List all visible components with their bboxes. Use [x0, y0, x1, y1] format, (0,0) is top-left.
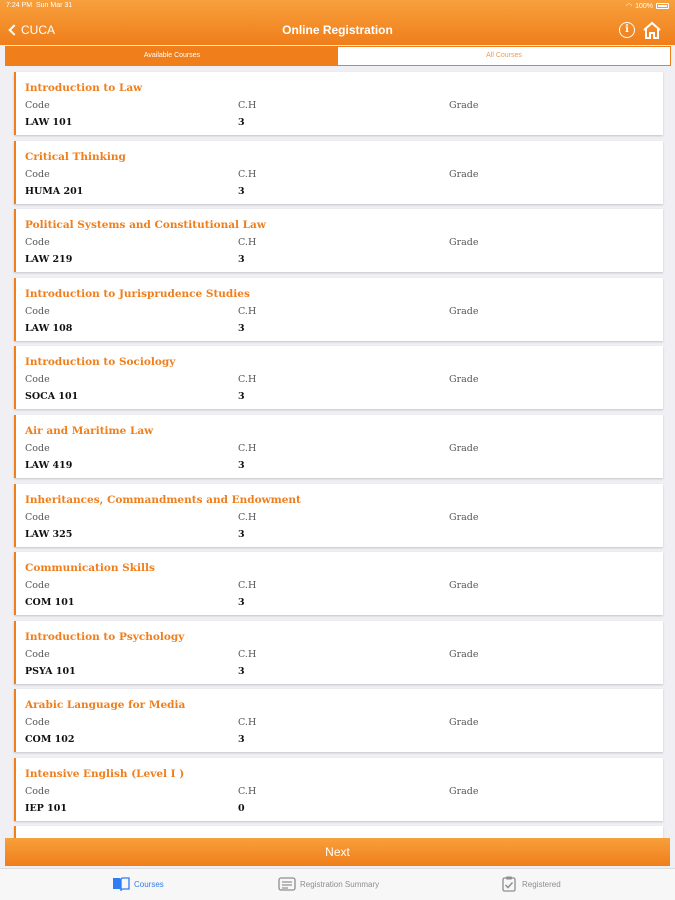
credit-hours-label: C.H — [238, 649, 257, 660]
code-label: Code — [25, 443, 50, 454]
code-label: Code — [25, 580, 50, 591]
course-card[interactable] — [14, 72, 663, 135]
summary-icon — [278, 876, 296, 892]
tab-summary-label: Registration Summary — [300, 879, 380, 889]
course-card[interactable] — [14, 552, 663, 615]
credit-hours-value: 3 — [238, 529, 245, 540]
grade-label: Grade — [449, 237, 479, 248]
grade-label: Grade — [449, 649, 479, 660]
course-code: LAW 325 — [25, 529, 73, 540]
course-title: Inheritances, Commandments and Endowment — [25, 494, 301, 506]
next-button[interactable]: Next — [5, 838, 670, 866]
credit-hours-label: C.H — [238, 237, 257, 248]
course-code: LAW 108 — [25, 323, 73, 334]
status-right — [626, 2, 669, 10]
course-title: Introduction to Law — [25, 82, 143, 94]
back-label: CUCA — [21, 23, 56, 37]
course-code: LAW 101 — [25, 117, 73, 128]
course-title: Political Systems and Constitutional Law — [25, 219, 266, 231]
credit-hours-label: C.H — [238, 100, 257, 111]
credit-hours-value: 0 — [238, 803, 245, 814]
course-title: Introduction to Jurisprudence Studies — [25, 288, 250, 300]
grade-label: Grade — [449, 512, 479, 523]
credit-hours-label: C.H — [238, 717, 257, 728]
navigation-header — [0, 0, 675, 45]
tab-registered-label: Registered — [522, 879, 561, 889]
credit-hours-value: 3 — [238, 186, 245, 197]
battery-percent: 100% — [635, 2, 653, 10]
code-label: Code — [25, 100, 50, 111]
code-label: Code — [25, 169, 50, 180]
course-card[interactable] — [14, 415, 663, 478]
code-label: Code — [25, 512, 50, 523]
course-card-partial[interactable] — [14, 826, 663, 838]
grade-label: Grade — [449, 786, 479, 797]
course-list[interactable] — [0, 68, 675, 838]
info-icon[interactable]: i — [619, 22, 635, 38]
grade-label: Grade — [449, 580, 479, 591]
course-code: LAW 219 — [25, 254, 73, 265]
clipboard-check-icon — [500, 876, 518, 892]
code-label: Code — [25, 374, 50, 385]
credit-hours-label: C.H — [238, 306, 257, 317]
credit-hours-label: C.H — [238, 512, 257, 523]
credit-hours-value: 3 — [238, 254, 245, 265]
page-title: Online Registration — [282, 23, 393, 37]
book-icon — [112, 876, 130, 892]
credit-hours-label: C.H — [238, 169, 257, 180]
course-card[interactable] — [14, 758, 663, 821]
tab-courses-label: Courses — [134, 879, 164, 889]
course-code: COM 102 — [25, 734, 75, 745]
credit-hours-value: 3 — [238, 117, 245, 128]
code-label: Code — [25, 717, 50, 728]
credit-hours-label: C.H — [238, 443, 257, 454]
course-code: IEP 101 — [25, 803, 67, 814]
course-title: Intensive English (Level I ) — [25, 768, 185, 780]
credit-hours-value: 3 — [238, 460, 245, 471]
grade-label: Grade — [449, 374, 479, 385]
grade-label: Grade — [449, 306, 479, 317]
segment-all-courses[interactable]: All Courses — [486, 52, 522, 59]
credit-hours-label: C.H — [238, 786, 257, 797]
credit-hours-label: C.H — [238, 580, 257, 591]
tab-courses[interactable] — [112, 876, 164, 892]
tab-registered[interactable] — [500, 876, 561, 892]
tab-bar — [0, 868, 675, 900]
course-card[interactable] — [14, 621, 663, 684]
credit-hours-value: 3 — [238, 597, 245, 608]
course-card[interactable] — [14, 484, 663, 547]
battery-icon — [656, 3, 669, 9]
credit-hours-value: 3 — [238, 666, 245, 677]
course-code: SOCA 101 — [25, 391, 79, 402]
grade-label: Grade — [449, 100, 479, 111]
course-code: HUMA 201 — [25, 186, 84, 197]
course-title: Communication Skills — [25, 562, 155, 574]
course-card[interactable] — [14, 346, 663, 409]
segment-available-courses[interactable]: Available Courses — [6, 47, 338, 65]
course-card[interactable] — [14, 689, 663, 752]
credit-hours-value: 3 — [238, 323, 245, 334]
credit-hours-value: 3 — [238, 734, 245, 745]
grade-label: Grade — [449, 717, 479, 728]
status-bar — [0, 0, 675, 13]
credit-hours-value: 3 — [238, 391, 245, 402]
wifi-icon: ◠ — [625, 3, 633, 10]
course-code: PSYA 101 — [25, 666, 76, 677]
course-code: LAW 419 — [25, 460, 73, 471]
code-label: Code — [25, 237, 50, 248]
course-title: Arabic Language for Media — [25, 699, 186, 711]
course-card[interactable] — [14, 278, 663, 341]
course-code: COM 101 — [25, 597, 75, 608]
code-label: Code — [25, 306, 50, 317]
grade-label: Grade — [449, 169, 479, 180]
code-label: Code — [25, 649, 50, 660]
tab-registration-summary[interactable] — [278, 876, 379, 892]
course-title: Introduction to Psychology — [25, 631, 185, 643]
course-title: Air and Maritime Law — [25, 425, 154, 437]
course-card[interactable] — [14, 209, 663, 272]
course-segmented-control — [5, 46, 671, 66]
credit-hours-label: C.H — [238, 374, 257, 385]
grade-label: Grade — [449, 443, 479, 454]
code-label: Code — [25, 786, 50, 797]
home-icon[interactable] — [642, 20, 662, 40]
course-title: Introduction to Sociology — [25, 356, 176, 368]
course-title: Critical Thinking — [25, 151, 126, 163]
status-time: 7:24 PM Sun Mar 31 — [6, 2, 73, 9]
course-card[interactable] — [14, 141, 663, 204]
